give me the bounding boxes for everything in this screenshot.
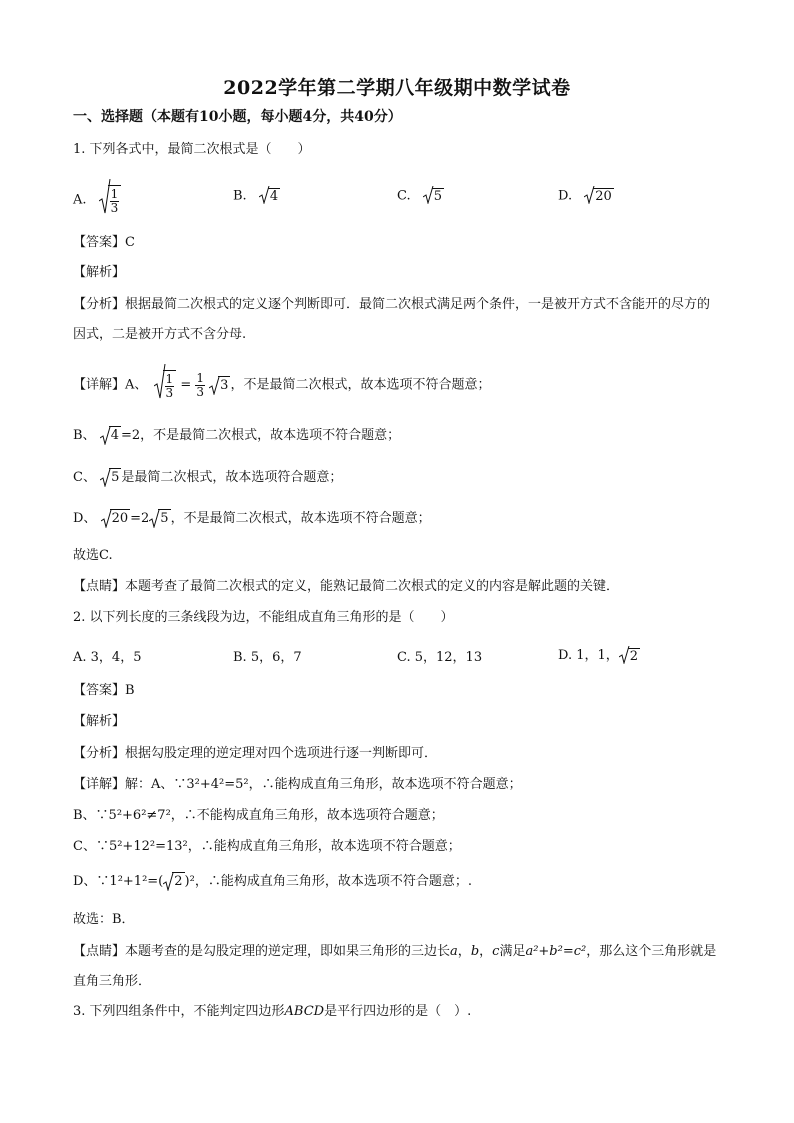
radical-sign <box>163 873 174 891</box>
sqrt-symbol <box>209 376 230 395</box>
radical-sign <box>101 510 112 528</box>
answer-value: C <box>125 235 135 250</box>
q2-option-a: A. 3，4，5 <box>73 650 142 665</box>
detail-prefix: B、 <box>73 428 96 443</box>
q2-answer <box>73 682 135 700</box>
quadrilateral-name: ABCD <box>284 1004 325 1019</box>
q1-option-d-label: D. <box>558 188 573 204</box>
radicand: 5 <box>433 189 443 204</box>
radicand: 4 <box>269 189 279 204</box>
sqrt-symbol <box>584 188 614 204</box>
fenxi-tag: 【分析】 <box>73 297 126 312</box>
var-b: b <box>470 944 480 959</box>
point-text: 满足 <box>499 944 526 959</box>
radicand: 2 <box>174 874 183 889</box>
sqrt-symbol <box>99 185 122 215</box>
question-1-stem: 1. 下列各式中，最简二次根式是（ ） <box>73 142 311 157</box>
fraction <box>195 372 205 399</box>
numerator: 1 <box>165 372 174 386</box>
q2-detail-a <box>73 776 522 794</box>
detail-tag: 【详解】 <box>73 377 126 393</box>
q1-option-a-label: A. <box>73 192 87 208</box>
q1-option-a <box>73 185 121 215</box>
q2-detail-c: C、∵5²+12²=13²，∴能构成直角三角形，故本选项不符合题意； <box>73 839 461 854</box>
q2-analysis-tag: 【解析】 <box>73 714 126 729</box>
fraction <box>110 188 120 215</box>
q2-detail-d <box>73 872 472 891</box>
numerator: 1 <box>196 370 205 385</box>
denominator: 3 <box>110 201 119 215</box>
var-c: c <box>492 944 500 959</box>
answer-value: B <box>125 683 135 698</box>
radicand: 20 <box>111 511 129 526</box>
question-2-stem: 2. 以下列长度的三条线段为边，不能组成直角三角形的是（ ） <box>73 610 454 625</box>
point-tag: 【点睛】 <box>73 579 126 594</box>
detail-prefix: C、 <box>73 470 96 485</box>
point-tag: 【点睛】 <box>73 944 126 959</box>
radical-sign <box>99 179 111 215</box>
pythagorean-equation: a²+b²=c² <box>525 944 587 959</box>
detail-text: ，不是最简二次根式，故本选项不符合题意； <box>170 511 431 526</box>
denominator: 3 <box>196 384 205 399</box>
q2-option-b: B. 5，6，7 <box>233 650 302 665</box>
q1-option-b-label: B. <box>233 188 247 204</box>
q2-option-d-text: D. 1，1， <box>558 648 619 663</box>
radicand: 2 <box>629 648 639 664</box>
q1-fenxi <box>73 290 723 350</box>
exam-title: 2022学年第二学期八年级期中数学试卷 <box>223 77 571 99</box>
radical-sign <box>259 186 270 204</box>
q1-detail-d <box>73 509 431 528</box>
detail-prefix: D、∵1²+1²=( <box>73 874 164 889</box>
detail-text: ，不是最简二次根式，故本选项不符合题意； <box>230 377 491 393</box>
radical-sign <box>100 469 111 487</box>
radical-sign <box>584 186 595 204</box>
point-text: 本题考查了最简二次根式的定义，能熟记最简二次根式的定义的内容是解此题的关键． <box>125 579 620 594</box>
sqrt-symbol <box>100 468 121 487</box>
radical-sign <box>209 377 220 395</box>
radicand: 20 <box>595 189 612 204</box>
sqrt-symbol <box>259 188 280 204</box>
q1-option-c-label: C. <box>397 188 411 204</box>
sqrt-symbol <box>149 509 170 528</box>
q1-detail-a <box>73 370 490 400</box>
radicand: 3 <box>220 377 229 393</box>
q1-point <box>73 578 619 596</box>
radicand: 4 <box>110 428 119 443</box>
sqrt-symbol <box>619 648 640 664</box>
radical-sign <box>149 510 160 528</box>
detail-text: 是最简二次根式，故本选项符合题意； <box>121 470 343 485</box>
q2-option-d <box>558 644 640 664</box>
fenxi-text: 根据最简二次根式的定义逐个判断即可．最简二次根式满足两个条件，一是被开方式不含能开的尽方的因式，二是被开方式不含分母. <box>73 297 711 342</box>
q2-point <box>73 937 723 997</box>
detail-prefix: D、 <box>73 511 97 526</box>
fenxi-text: 根据勾股定理的逆定理对四个选项进行逐一判断即可． <box>125 746 438 761</box>
numerator: 1 <box>110 187 119 201</box>
denominator: 3 <box>165 386 174 400</box>
q1-option-c <box>397 188 444 204</box>
stem-text: 3. 下列四组条件中，不能判定四边形 <box>73 1004 285 1019</box>
sqrt-symbol <box>163 872 184 891</box>
equals-two: =2 <box>130 511 150 526</box>
var-a: a <box>450 944 458 959</box>
q1-option-b <box>233 188 280 204</box>
q2-conclusion: 故选：B． <box>73 912 135 927</box>
detail-text: )²，∴能构成直角三角形，故本选项不符合题意；. <box>184 874 472 889</box>
radical-sign <box>154 364 166 400</box>
radical-sign <box>619 646 630 664</box>
answer-tag: 【答案】 <box>73 683 126 698</box>
q2-detail-b: B、∵5²+6²≠7²，∴不能构成直角三角形，故本选项符合题意； <box>73 808 444 823</box>
radicand: 5 <box>111 470 120 485</box>
sqrt-symbol <box>100 426 121 445</box>
section-heading: 一、选择题（本题有10小题，每小题4分，共40分） <box>73 109 402 125</box>
q1-detail-c <box>73 468 342 487</box>
comma: ， <box>457 944 471 959</box>
q1-detail-b <box>73 426 400 445</box>
fraction <box>165 373 175 400</box>
point-text: 本题考查的是勾股定理的逆定理，即如果三角形的三边长 <box>125 944 451 959</box>
detail-tag: 【详解】 <box>73 777 126 792</box>
radical-sign <box>423 186 434 204</box>
sqrt-symbol <box>423 188 444 204</box>
fenxi-tag: 【分析】 <box>73 746 126 761</box>
q1-conclusion: 故选C. <box>73 548 113 563</box>
stem-text: 是平行四边形的是（ ）. <box>324 1004 472 1019</box>
sqrt-symbol <box>101 509 131 528</box>
q2-option-c: C. 5，12，13 <box>397 650 483 665</box>
q1-option-d <box>558 188 614 204</box>
detail-text: 解：A、∵3²+4²=5²，∴能构成直角三角形，故本选项不符合题意； <box>125 777 522 792</box>
question-3-stem <box>73 1003 471 1021</box>
detail-prefix: A、 <box>125 377 148 393</box>
point-text: ，那么这个三角形就是直角三角形． <box>73 944 717 989</box>
q2-fenxi <box>73 745 437 763</box>
q1-answer <box>73 234 135 252</box>
detail-text: =2，不是最简二次根式，故本选项不符合题意； <box>120 428 401 443</box>
sqrt-symbol <box>154 370 177 400</box>
q1-analysis-tag: 【解析】 <box>73 265 126 280</box>
answer-tag: 【答案】 <box>73 235 126 250</box>
radicand: 5 <box>160 511 169 526</box>
radical-sign <box>100 427 111 445</box>
equals-sign: = <box>180 377 192 393</box>
comma: ， <box>479 944 493 959</box>
